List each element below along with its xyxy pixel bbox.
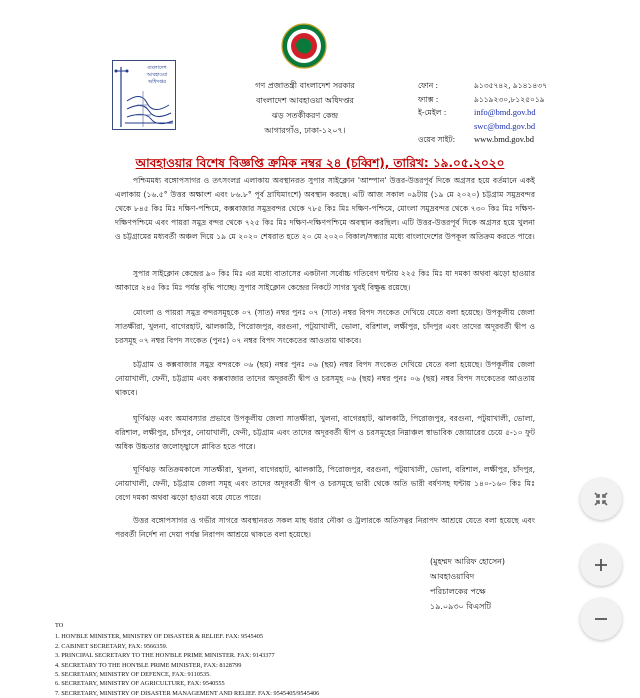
- department-name: বাংলাদেশ আবহাওয়া অধিদপ্তর: [256, 96, 354, 105]
- fit-to-page-button[interactable]: [580, 478, 622, 520]
- paragraph-storm-surge: ঘূর্ণিঝড় এবং অমাবস্যার প্রভাবে উপকূলীয় জেলা সাতক্ষীরা, খুলনা, বাগেরহাট, ঝালকাঠি, পিরোজপুর, বরগুনা, পটুয়াখালী, ভোলা, বরিশাল, লক্ষীপুর, চাঁদপুর, নোয়াখালী, ফেনী, চট্টগ্রাম এবং তাদের অদূরবর্তী দ্বীপ ও চরসমূহের নিম্নাঞ্চল স্বাভাবিক জোয়ারের চেয়ে ৫-১০ ফুট অধিক উচ্চতার জলোচ্ছ্বাসে প্লাবিত হতে পারে।: [115, 414, 535, 451]
- fax-label: ফ্যাক্স :: [418, 94, 439, 104]
- bangladesh-seal-icon: [280, 22, 328, 70]
- issue-time: ১৯.০৯৩০ বিএসটি: [430, 602, 492, 611]
- email-row: [418, 106, 633, 120]
- paragraph-wind-speed: সুপার সাইক্লোন কেন্দ্রের ৯০ কিঃ মিঃ এর মধ্যে বাতাসের একটানা সর্বোচ্চ গতিবেগ ঘন্টায় ২২৫ কিঃ মিঃ যা দমকা অথবা ঝড়ো হাওয়ার আকারে ২৪৫ কিঃ মিঃ পর্যন্ত বৃদ্ধি পাচ্ছে। সুপার সাইক্লোন কেন্দ্রের নিকটে সাগর খুবই বিক্ষুব্ধ রয়েছে।: [115, 269, 535, 292]
- signatory-on-behalf: পরিচালকের পক্ষে: [430, 587, 486, 596]
- bulletin-title: আবহাওয়ার বিশেষ বিজ্ঞপ্তি ক্রমিক নম্বর ২৪ (চব্বিশ), তারিখ: ১৯.০৫.২০২০: [135, 156, 505, 170]
- collapse-arrows-icon: [592, 490, 610, 508]
- email-link-swc[interactable]: swc@bmd.gov.bd: [474, 120, 536, 131]
- distribution-item: 3. PRINCIPAL SECRETARY TO THE HON'BLE PRIME MINISTER. FAX: 9143377: [55, 652, 275, 660]
- paragraph-cyclone-position: পশ্চিমমধ্য বঙ্গোপসাগর ও তৎসংলগ্ন এলাকায় অবস্থানরত সুপার সাইক্লোন 'আম্পান' উত্তর-উত্তরপূর্ব দিকে অগ্রসর হয়ে বর্তমানে একই এলাকায় (১৬.৫° উত্তর অক্ষাংশ এবং ৮৬.৮° পূর্ব দ্রাঘিমাংশে) অবস্থান করছে। এটি আজ সকাল ০৯টায় (১৯ মে ২০২০) চট্টগ্রাম সমুদ্রবন্দর থেকে ৮৪৫ কিঃ মিঃ দক্ষিণ-পশ্চিমে, কক্সবাজার সমুদ্রবন্দর থেকে ৭৮৫ কিঃ মিঃ দক্ষিণ-পশ্চিমে, মোংলা সমুদ্রবন্দর থেকে ৭৩০ কিঃ মিঃ দক্ষিণ-দক্ষিণপশ্চিমে এবং পায়রা সমুদ্র বন্দর থেকে ৭২৫ কিঃ মিঃ দক্ষিণ-দক্ষিণপশ্চিমে অবস্থান করছিল। এটি উত্তর-উত্তরপূর্ব দিকে অগ্রসর হয়ে খুলনা ও চট্টগ্রামের মধ্যবর্তী অঞ্চল দিয়ে ১৯ মে ২০২০ শেষরাত হতে ২০ মে ২০২০ বিকাল/সন্ধ্যার মধ্যে বাংলাদেশের উপকূল অতিক্রম করতে পারে।: [115, 176, 535, 241]
- distribution-heading: TO: [55, 622, 64, 629]
- distribution-item: 7. SECRETARY, MINISTRY OF DISASTER MANAGEMENT AND RELIEF. FAX: 9545405/9545406: [55, 689, 320, 697]
- signatory-name: (মুহম্মদ আরিফ হোসেন): [430, 557, 506, 566]
- fax-value: ৯১১৯২৩০,৮১২৫০১৯: [474, 94, 545, 104]
- phone-row: [418, 79, 633, 93]
- web-row: [418, 133, 633, 147]
- paragraph-signal-mongla-payra: মোংলা ও পায়রা সমুদ্র বন্দরসমূহকে ০৭ (সাত) নম্বর পুনঃ ০৭ (সাত) নম্বর বিপদ সংকেত দেখিয়ে যেতে বলা হয়েছে। উপকূলীয় জেলা সাতক্ষীরা, খুলনা, বাগেরহাট, ঝালকাঠি, পিরোজপুর, বরগুনা, পটুয়াখালী, ভোলা, বরিশাল, লক্ষীপুর, চাঁদপুর এবং তাদের অদূরবর্তী দ্বীপ ও চরসমূহ ০৭ নম্বর বিপদ সংকেত (পুনঃ) ০৭ নম্বর বিপদ সংকেতের আওতায় থাকবে।: [115, 308, 535, 345]
- distribution-item: 5. SECRETARY, MINISTRY OF DEFENCE, FAX: 9110535.: [55, 671, 211, 679]
- distribution-item: 6. SECRETARY, MINISTRY OF AGRICULTURE, FAX: 9540555: [55, 680, 225, 688]
- web-label: ওয়েব সাইট:: [418, 135, 456, 144]
- signatory-designation: আবহাওয়াবিদ: [430, 572, 475, 581]
- bmd-logo: [112, 60, 176, 130]
- contact-info: [418, 79, 633, 147]
- paragraph-fishing-boats: উত্তর বঙ্গোপসাগর ও গভীর সাগরে অবস্থানরত সকল মাছ ধরার নৌকা ও ট্রলারকে অতিসত্বর নিরাপদ আশ্রয়ে যেতে বলা হয়েছে এবং পরবর্তী নির্দেশ না দেয়া পর্যন্ত নিরাপদ আশ্রয়ে থাকতে বলা হয়েছে।: [115, 516, 535, 539]
- zoom-in-button[interactable]: [580, 544, 622, 586]
- phone-label: ফোন :: [418, 81, 439, 90]
- government-name: গণ প্রজাতন্ত্রী বাংলাদেশ সরকার: [255, 81, 355, 90]
- paragraph-heavy-rain: ঘূর্ণিঝড় অতিক্রমকালে সাতক্ষীরা, খুলনা, বাগেরহাট, ঝালকাঠি, পিরোজপুর, বরগুনা, পটুয়াখালী, ভোলা, বরিশাল, লক্ষীপুর, চাঁদপুর, নোয়াখালী, ফেনী, চট্টগ্রাম জেলা সমূহ এবং তাদের অদূরবর্তী দ্বীপ ও চরসমূহে ভারী থেকে অতি ভারী বর্ষণসহ ঘন্টায় ১৪০-১৬০ কিঃ মিঃ বেগে দমকা অথবা ঝড়ো হাওয়া বয়ে যেতে পারে।: [115, 465, 535, 502]
- email-label: ই-মেইল :: [418, 108, 447, 117]
- zoom-out-button[interactable]: [580, 598, 622, 640]
- logo-text: বাংলাদেশ আবহাওয়া অধিদপ্তর: [146, 65, 168, 85]
- office-address: আগারগাঁও, ঢাকা-১২০৭।: [264, 126, 346, 135]
- email-row-2: [418, 120, 633, 134]
- phone-value: ৯১৩৫৭৪২, ৯১৪১৪৩৭: [474, 81, 547, 90]
- signature-block: [430, 554, 540, 614]
- minus-icon: [593, 611, 609, 627]
- email-link-info[interactable]: info@bmd.gov.bd: [474, 107, 536, 117]
- distribution-item: 1. HON'BLE MINISTER, MINISTRY OF DISASTER & RELIEF. FAX: 9545405: [55, 633, 264, 641]
- distribution-item: 4. SECRETARY TO THE HON'BLE PRIME MINISTER, FAX: 8128799: [55, 661, 242, 669]
- fax-row: [418, 93, 633, 107]
- distribution-item: 2. CABINET SECRETARY, FAX: 9566359.: [55, 642, 168, 650]
- office-header: [210, 78, 400, 138]
- website-link[interactable]: www.bmd.gov.bd: [474, 134, 535, 144]
- plus-icon: [593, 557, 609, 573]
- distribution-list: [55, 621, 475, 698]
- center-name: ঝড় সতর্কীকরণ কেন্দ্র: [271, 111, 339, 120]
- paragraph-signal-chattogram: চট্টগ্রাম ও কক্সবাজার সমুদ্র বন্দরকে ০৬ (ছয়) নম্বর পুনঃ ০৬ (ছয়) নম্বর বিপদ সংকেত দেখিয়ে যেতে বলা হয়েছে। উপকূলীয় জেলা নোয়াখালী, ফেনী, চট্টগ্রাম এবং কক্সবাজার তাদের অদূরবর্তী দ্বীপ ও চরসমূহ ০৬ (ছয়) নম্বর পুনঃ ০৬ (ছয়) নম্বর বিপদ সংকেতের আওতায় থাকবে।: [115, 360, 535, 397]
- government-seal: [280, 22, 328, 70]
